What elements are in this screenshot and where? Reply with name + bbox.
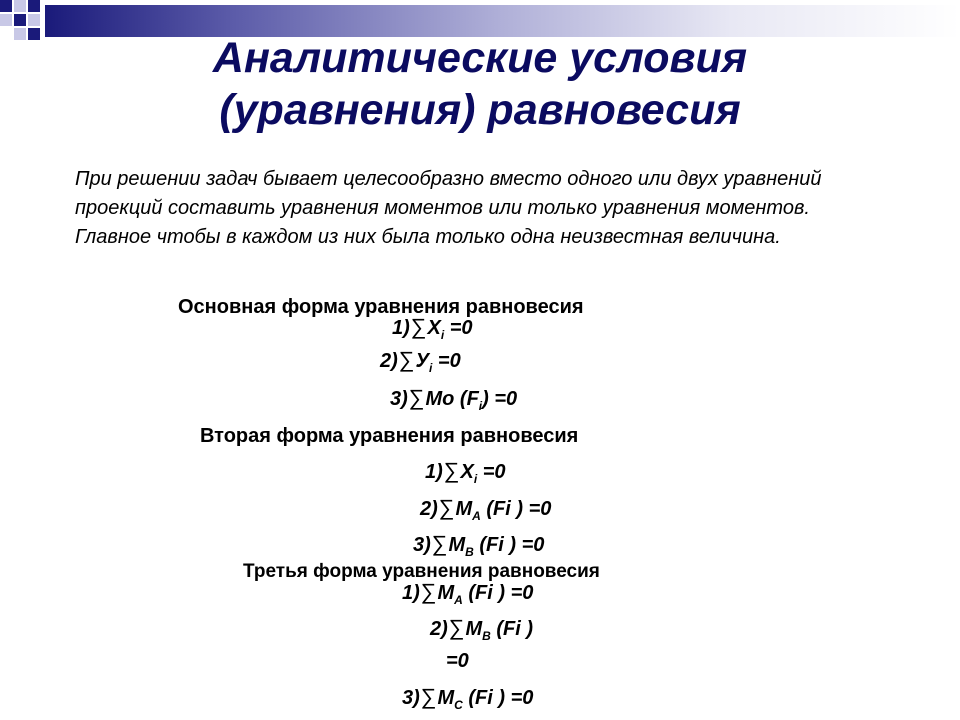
decor-square bbox=[28, 0, 40, 12]
sigma-icon: ∑ bbox=[408, 385, 425, 410]
sigma-icon: ∑ bbox=[420, 579, 437, 604]
decor-square bbox=[14, 28, 26, 40]
title-line-2: (уравнения) равновесия bbox=[219, 86, 741, 134]
decor-square bbox=[0, 14, 12, 26]
sigma-icon: ∑ bbox=[448, 615, 465, 640]
form-3-eq-2-continued: =0 bbox=[446, 650, 469, 672]
sigma-icon: ∑ bbox=[443, 458, 460, 483]
form-1-eq-2: $2)\sum У_i =0$ bbox=[380, 347, 461, 375]
intro-paragraph: При решении задач бывает целесообразно вместо одного или двух уравнений проекций составить уравнения моментов или только уравнения моментов. Главное чтобы в каждом из них была только одна неизвестная величина. bbox=[75, 168, 822, 248]
form-1-eq-1: $1)\sum X_i =0$ bbox=[392, 314, 473, 342]
form-2-eq-2: $2)\sum M_A$ (Fi ) =0 bbox=[420, 495, 552, 523]
form-1-eq-3: 3)∑Mo $(F_i) =0$ bbox=[390, 385, 518, 413]
sigma-icon: ∑ bbox=[398, 347, 415, 372]
form-1-heading: Основная форма уравнения равновесия bbox=[178, 296, 584, 318]
decor-square bbox=[0, 0, 12, 12]
form-3-heading: Третья форма уравнения равновесия bbox=[243, 561, 600, 582]
sigma-icon: ∑ bbox=[431, 531, 448, 556]
form-3-eq-3: $3)\sum M_C$ (Fi ) =0 bbox=[402, 684, 534, 712]
form-3-eq-1: $1)\sum M_A$ (Fi ) =0 bbox=[402, 579, 534, 607]
decor-square bbox=[28, 14, 40, 26]
decor-square bbox=[28, 28, 40, 40]
slide-title bbox=[90, 32, 870, 136]
title-line-1: Аналитические условия bbox=[212, 34, 748, 82]
decor-square bbox=[14, 0, 26, 12]
sigma-icon: ∑ bbox=[420, 684, 437, 709]
sigma-icon: ∑ bbox=[410, 314, 427, 339]
form-2-eq-1: $1)\sum X_i =0$ bbox=[425, 458, 506, 486]
form-2-heading: Вторая форма уравнения равновесия bbox=[200, 425, 579, 447]
sigma-icon: ∑ bbox=[438, 495, 455, 520]
form-2-eq-3: $3)\sum M_B$ (Fi ) =0 bbox=[413, 531, 545, 559]
decor-square bbox=[14, 14, 26, 26]
form-3-eq-2: $2)\sum M_B$ (Fi ) bbox=[430, 615, 534, 643]
